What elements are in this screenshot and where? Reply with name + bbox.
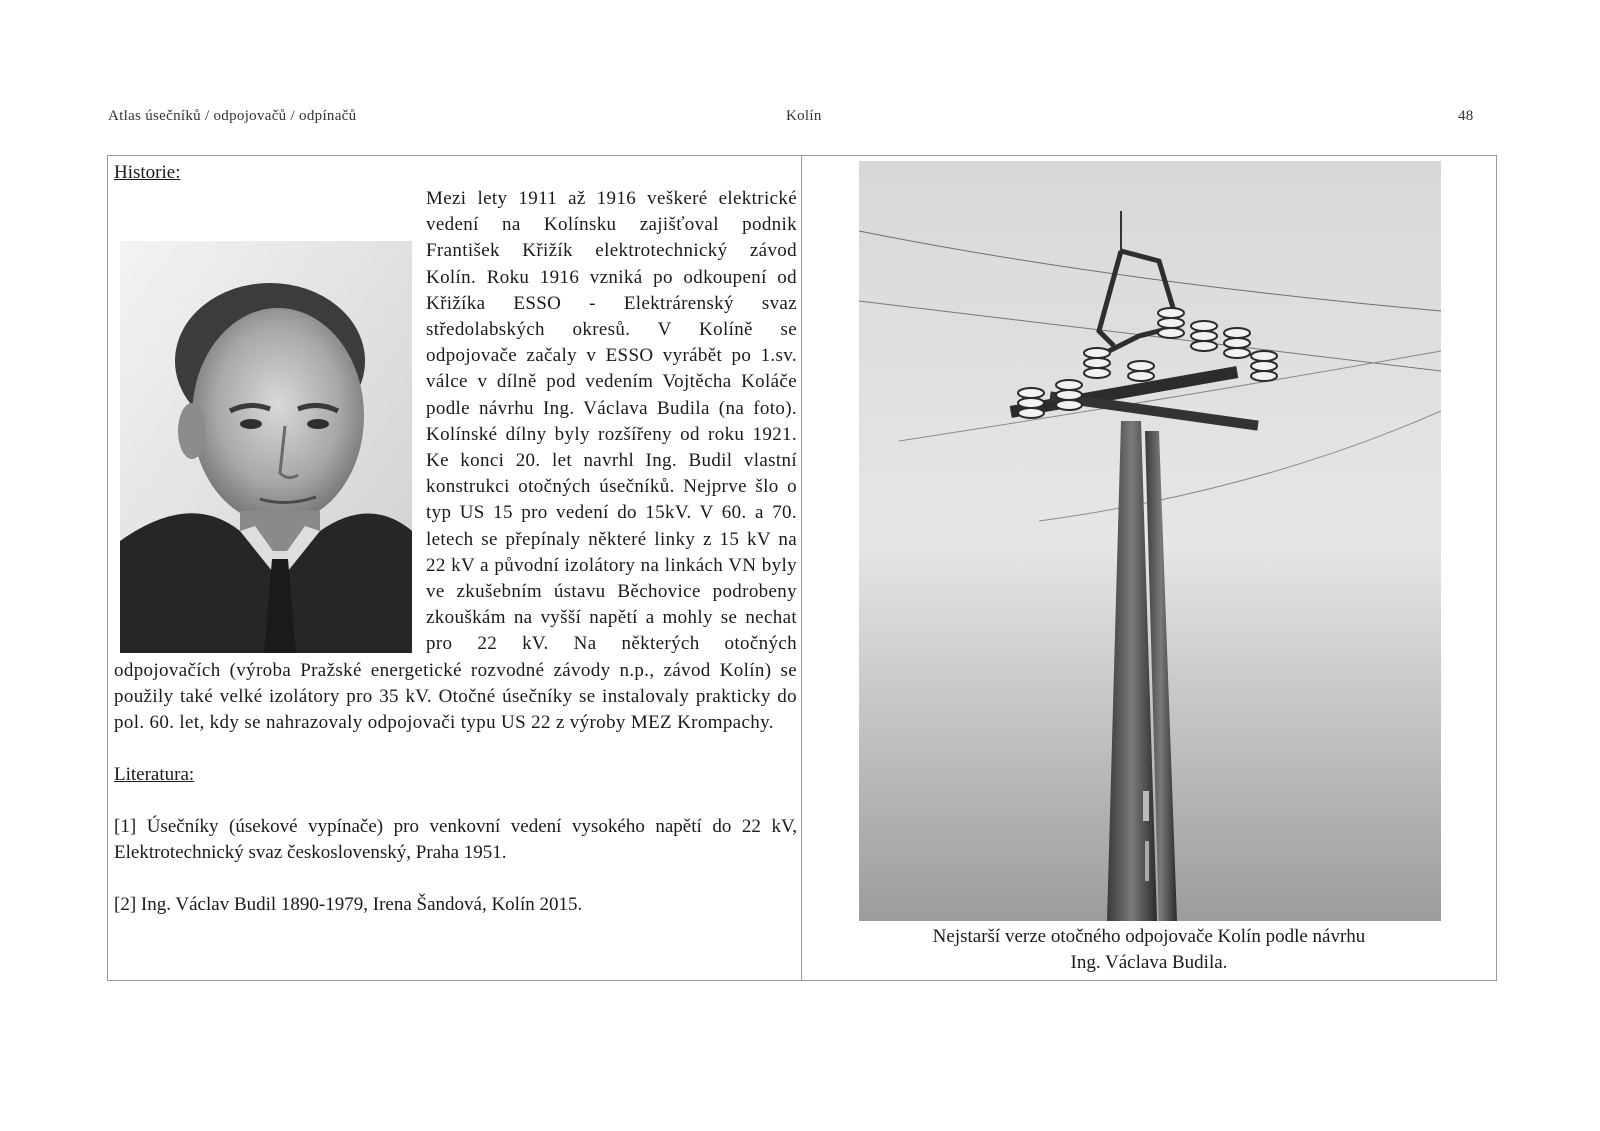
running-header-title: Atlas úsečníků / odpojovačů / odpínačů <box>108 108 357 124</box>
portrait-photo <box>120 241 412 653</box>
reference-1: [1] Úsečníky (úsekové vypínače) pro venkovní vedení vysokého napětí do 22 kV, Elektrotechnický svaz československý, Praha 1951. <box>114 816 797 864</box>
page-number: 48 <box>1458 108 1474 124</box>
content-table <box>107 155 1497 981</box>
text-column <box>108 156 802 980</box>
power-pole-photo <box>859 161 1441 921</box>
running-header-location: Kolín <box>786 108 822 124</box>
caption-line-1: Nejstarší verze otočného odpojovače Kolín podle návrhu <box>932 926 1366 947</box>
reference-2: [2] Ing. Václav Budil 1890-1979, Irena Šandová, Kolín 2015. <box>114 894 583 916</box>
history-heading: Historie: <box>114 162 181 183</box>
history-paragraph: Mezi lety 1911 až 1916 veškeré elektrické vedení na Kolínsku zajišťoval podnik František Křižík elektrotechnický závod Kolín. Roku 1916 vzniká po odkoupení od Křižíka ESSO - Elektrárenský svaz středolabských okresů. V Kolíně se odpojovače začaly v ESSO vyrábět po 1.sv. válce v dílně pod vedením Vojtěcha Koláče podle návrhu Ing. Václava Budila (na foto). Kolínské dílny byly rozšířeny od roku 1921. Ke konci 20. let navrhl Ing. Budil vlastní konstrukci otočných úsečníků. Nejprve šlo o typ US 15 pro vedení do 15kV. V 60. a 70. letech se přepínaly některé linky z 15 kV na 22 kV a původní izolátory na linkách VN byly ve zkušebním ústavu Běchovice podrobeny zkouškám na vyšší napětí a mohly se nechat pro 22 kV. Na některých otočných odpojovačích (výroba Pražské energetické rozvodné závody n.p., závod Kolín) se použily také velké izolátory pro 35 kV. Otočné úsečníky se instalovaly prakticky do pol. 60. let, kdy se nahrazovaly odpojovači typu US 22 z výroby MEZ Krompachy. <box>114 188 797 734</box>
figure-column <box>802 156 1496 980</box>
caption-line-2: Ing. Václava Budila. <box>1070 952 1228 973</box>
literature-heading: Literatura: <box>114 764 195 786</box>
figure-caption <box>802 924 1496 976</box>
